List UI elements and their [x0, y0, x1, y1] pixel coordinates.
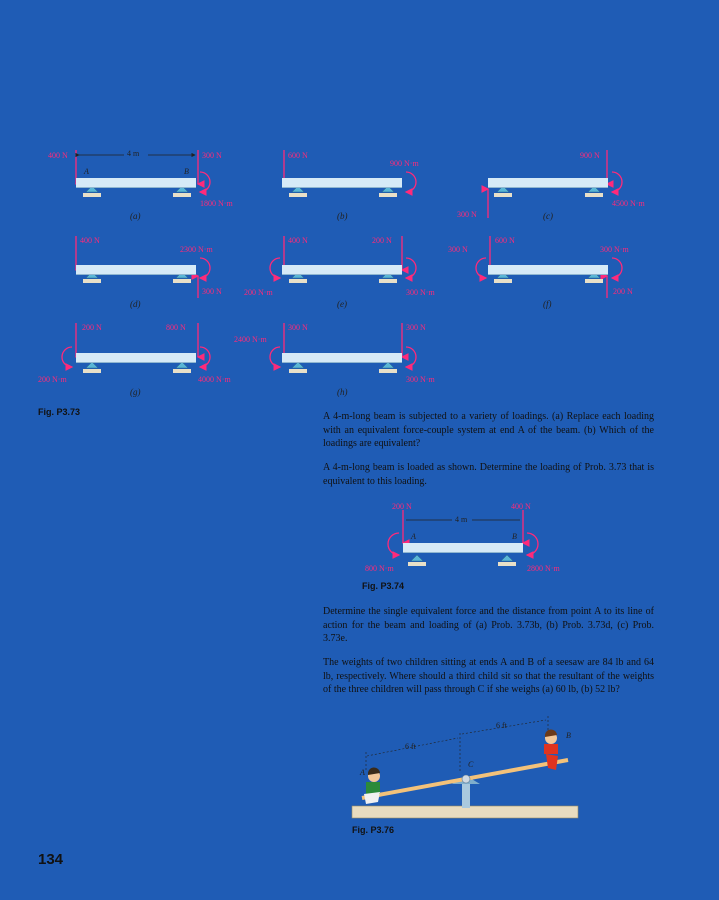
p76-dim2: 6 ft	[496, 721, 507, 730]
h-caption: (h)	[337, 387, 348, 397]
fig-p3-74-caption: Fig. P3.74	[362, 581, 405, 591]
c-caption: (c)	[543, 211, 553, 221]
g-moment-right: 4000 N·m	[198, 375, 231, 384]
beam-74	[403, 543, 523, 553]
h-moment-left: 2400 N·m	[234, 335, 267, 344]
fig-p3-76-caption: Fig. P3.76	[352, 825, 395, 835]
e-load-left: 400 N	[288, 236, 308, 245]
beam-d	[76, 265, 196, 275]
f-load-left2: 600 N	[495, 236, 515, 245]
e-load-right: 200 N	[372, 236, 392, 245]
beam-b	[282, 178, 402, 188]
b-moment: 900 N·m	[390, 159, 419, 168]
p76-dim1: 6 ft	[405, 742, 416, 751]
h-load-left: 300 N	[288, 323, 308, 332]
problem-3-74: A 4-m-long beam is loaded as shown. Determine the loading of Prob. 3.73 that is equivalent to this loading.	[323, 462, 654, 487]
b-load: 600 N	[288, 151, 308, 160]
g-moment-left: 200 N·m	[38, 375, 67, 384]
beam-a	[76, 178, 196, 188]
a-load-right: 300 N	[202, 151, 222, 160]
f-moment: 300 N·m	[600, 245, 629, 254]
beam-h	[282, 353, 402, 363]
p74-load-right: 400 N	[511, 502, 531, 511]
beam-e	[282, 265, 402, 275]
f-load-up: 200 N	[613, 287, 633, 296]
c-moment: 4500 N·m	[612, 199, 645, 208]
g-load-right: 800 N	[166, 323, 186, 332]
p76-point-b: B	[566, 731, 571, 740]
a-moment: 1800 N·m	[200, 199, 233, 208]
beam-g	[76, 353, 196, 363]
h-moment-right: 300 N·m	[406, 375, 435, 384]
d-moment: 2300 N·m	[180, 245, 213, 254]
fig-p3-73-caption: Fig. P3.73	[38, 407, 81, 417]
beam-f	[488, 265, 608, 275]
h-load-right: 300 N	[406, 323, 426, 332]
b-caption: (b)	[337, 211, 348, 221]
a-dim: 4 m	[127, 149, 140, 158]
e-caption: (e)	[337, 299, 347, 309]
a-point-a: A	[84, 167, 89, 176]
d-caption: (d)	[130, 299, 141, 309]
page-number: 134	[38, 851, 64, 868]
problem-3-73: A 4-m-long beam is subjected to a variety of loadings. (a) Replace each loading with an equivalent force-couple system at end A of the beam. (b) Which of the loadings are equivalent?	[323, 411, 654, 449]
d-load-up: 300 N	[202, 287, 222, 296]
g-caption: (g)	[130, 387, 141, 397]
e-moment-left: 200 N·m	[244, 288, 273, 297]
f-caption: (f)	[543, 299, 552, 309]
g-load-left: 200 N	[82, 323, 102, 332]
a-caption: (a)	[130, 211, 141, 221]
c-load: 900 N	[580, 151, 600, 160]
p74-point-a: A	[411, 532, 416, 541]
f-load-left: 300 N	[448, 245, 468, 254]
p74-moment-right: 2800 N·m	[527, 564, 560, 573]
c-load-up: 300 N	[457, 210, 477, 219]
seesaw-illustration	[352, 716, 578, 818]
p74-moment-left: 800 N·m	[365, 564, 394, 573]
p74-load-left: 200 N	[392, 502, 412, 511]
e-moment-right: 300 N·m	[406, 288, 435, 297]
problem-3-76: The weights of two children sitting at ends A and B of a seesaw are 84 lb and 64 lb, respectively. Where should a third child sit so that the resultant of the weights of the three children will pass through C if she weighs (a) 60 lb, (b) 52 lb?	[323, 657, 654, 695]
p74-point-b: B	[512, 532, 517, 541]
problem-3-75: Determine the single equivalent force and the distance from point A to its line of action for the beam and loading of (a) Prob. 3.73b, (b) Prob. 3.73d, (c) Prob. 3.73e.	[323, 606, 654, 644]
a-point-b: B	[184, 167, 189, 176]
d-load: 400 N	[80, 236, 100, 245]
p76-point-c: C	[468, 760, 474, 769]
p74-dim: 4 m	[455, 515, 468, 524]
p76-point-a: A	[360, 768, 365, 777]
a-load-left: 400 N	[48, 151, 68, 160]
beam-c	[488, 178, 608, 188]
